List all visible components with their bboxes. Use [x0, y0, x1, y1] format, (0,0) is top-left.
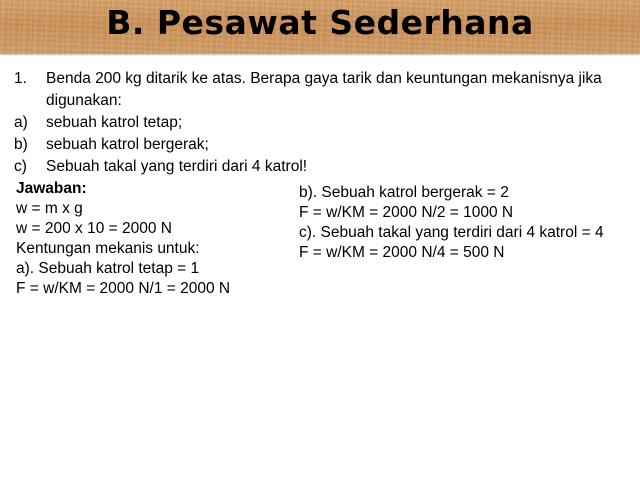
answer-line: c). Sebuah takal yang terdiri dari 4 katrol = 4: [299, 224, 604, 241]
option-a-marker: a): [14, 114, 28, 131]
answer-line: b). Sebuah katrol bergerak = 2: [299, 184, 509, 201]
answer-left-column: [16, 179, 286, 299]
question-number: 1.: [14, 70, 27, 87]
option-b-text: sebuah katrol bergerak;: [46, 136, 209, 153]
page-title: B. Pesawat Sederhana: [106, 3, 534, 42]
option-c-text: Sebuah takal yang terdiri dari 4 katrol!: [46, 158, 308, 175]
answer-line: a). Sebuah katrol tetap = 1: [16, 260, 200, 277]
answer-right-column: [299, 183, 619, 263]
answer-line: F = w/KM = 2000 N/2 = 1000 N: [299, 204, 514, 221]
question-text: Benda 200 kg ditarik ke atas. Berapa gaya tarik dan keuntungan mekanisnya jika digunakan:: [46, 70, 602, 109]
option-a-text: sebuah katrol tetap;: [46, 114, 183, 131]
question-row: [14, 68, 624, 112]
answer-line: w = 200 x 10 = 2000 N: [16, 220, 172, 237]
answer-line: Kentungan mekanis untuk:: [16, 240, 200, 257]
question-block: [14, 68, 624, 178]
answer-line: F = w/KM = 2000 N/1 = 2000 N: [16, 280, 231, 297]
answer-line: F = w/KM = 2000 N/4 = 500 N: [299, 244, 505, 261]
option-b: [14, 134, 624, 156]
option-c-marker: c): [14, 158, 27, 175]
answer-line: w = m x g: [16, 200, 83, 217]
option-c: [14, 156, 624, 178]
answer-heading: Jawaban:: [16, 180, 87, 197]
title-banner: [0, 0, 640, 54]
option-b-marker: b): [14, 136, 28, 153]
option-a: [14, 112, 624, 134]
